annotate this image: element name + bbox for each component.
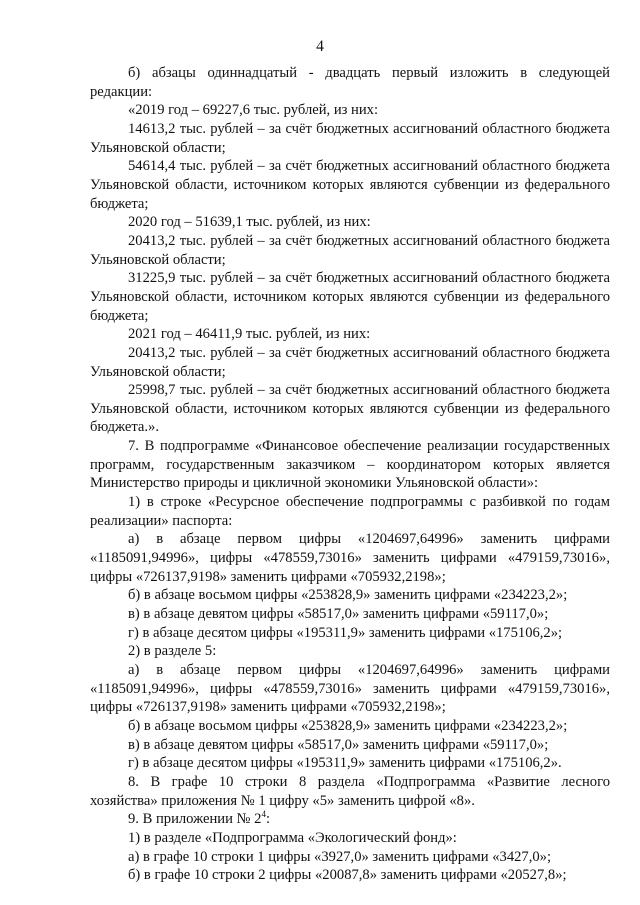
paragraph-item-7-1-g: г) в абзаце десятом цифры «195311,9» заменить цифрами «175106,2»; — [128, 624, 563, 641]
paragraph-item-7-1-v: в) в абзаце девятом цифры «58517,0» заменить цифрами «59117,0»; — [128, 606, 549, 623]
paragraph-2019-total: «2019 год – 69227,6 тыс. рублей, из них: — [128, 102, 379, 119]
document-body — [90, 64, 610, 885]
paragraph-item-b-header: б) абзацы одиннадцатый - двадцать первый изложить в следующей редакции: — [90, 65, 610, 100]
paragraph-item-9-1-a: а) в графе 10 строки 1 цифры «3927,0» заменить цифрами «3427,0»; — [128, 848, 552, 865]
paragraph-item-9 — [90, 810, 610, 829]
paragraph-2019-federal: 54614,4 тыс. рублей – за счёт бюджетных ассигнований областного бюджета Ульяновской области, источником которых являются субвенции из федерального бюджета; — [90, 158, 610, 212]
paragraph-2020-total: 2020 год – 51639,1 тыс. рублей, из них: — [128, 214, 371, 231]
paragraph-item-7-1-b: б) в абзаце восьмом цифры «253828,9» заменить цифрами «234223,2»; — [128, 587, 568, 604]
paragraph-item-7-2: 2) в разделе 5: — [128, 643, 217, 660]
page-number: 4 — [316, 38, 324, 55]
paragraph-2021-total: 2021 год – 46411,9 тыс. рублей, из них: — [128, 326, 371, 343]
paragraph-item-9-text: 9. В приложении № 2 — [128, 811, 262, 828]
paragraph-2020-regional: 20413,2 тыс. рублей – за счёт бюджетных ассигнований областного бюджета Ульяновской области; — [90, 232, 610, 268]
appendix-superscript: 4 — [261, 809, 266, 820]
paragraph-2019-regional: 14613,2 тыс. рублей – за счёт бюджетных ассигнований областного бюджета Ульяновской области; — [90, 120, 610, 156]
paragraph-item-9-colon: : — [265, 811, 270, 828]
paragraph-item-7-1-a: а) в абзаце первом цифры «1204697,64996» заменить цифрами «1185091,94996», цифры «478559,73016» заменить цифрами «479159,73016», цифры «726137,9198» заменить цифрами «705932,2198»; — [90, 531, 610, 585]
paragraph-item-7-2-v: в) в абзаце девятом цифры «58517,0» заменить цифрами «59117,0»; — [128, 736, 549, 753]
paragraph-2021-federal: 25998,7 тыс. рублей – за счёт бюджетных ассигнований областного бюджета Ульяновской области, источником которых являются субвенции из федерального бюджета.». — [90, 382, 610, 436]
paragraph-item-8: 8. В графе 10 строки 8 раздела «Подпрограмма «Развитие лесного хозяйства» приложения № 1 цифру «5» заменить цифрой «8». — [90, 773, 610, 809]
paragraph-item-7-2-b: б) в абзаце восьмом цифры «253828,9» заменить цифрами «234223,2»; — [128, 717, 568, 734]
paragraph-item-7-1: 1) в строке «Ресурсное обеспечение подпрограммы с разбивкой по годам реализации» паспорта: — [90, 494, 610, 529]
paragraph-item-9-1: 1) в разделе «Подпрограмма «Экологический фонд»: — [128, 829, 457, 846]
paragraph-item-9-1-b: б) в графе 10 строки 2 цифры «20087,8» заменить цифрами «20527,8»; — [128, 867, 567, 884]
paragraph-item-7-2-a: а) в абзаце первом цифры «1204697,64996» заменить цифрами «1185091,94996», цифры «478559,73016» заменить цифрами «479159,73016», цифры «726137,9198» заменить цифрами «705932,2198»; — [90, 662, 610, 716]
paragraph-2020-federal: 31225,9 тыс. рублей – за счёт бюджетных ассигнований областного бюджета Ульяновской области, источником которых являются субвенции из федерального бюджета; — [90, 270, 610, 324]
paragraph-item-7-2-g: г) в абзаце десятом цифры «195311,9» заменить цифрами «175106,2». — [128, 755, 562, 772]
paragraph-2021-regional: 20413,2 тыс. рублей – за счёт бюджетных ассигнований областного бюджета Ульяновской области; — [90, 344, 610, 380]
paragraph-item-7: 7. В подпрограмме «Финансовое обеспечение реализации государственных программ, государственным заказчиком – координатором которых является Министерство природы и цикличной экономики Ульяновской области»: — [90, 438, 610, 492]
